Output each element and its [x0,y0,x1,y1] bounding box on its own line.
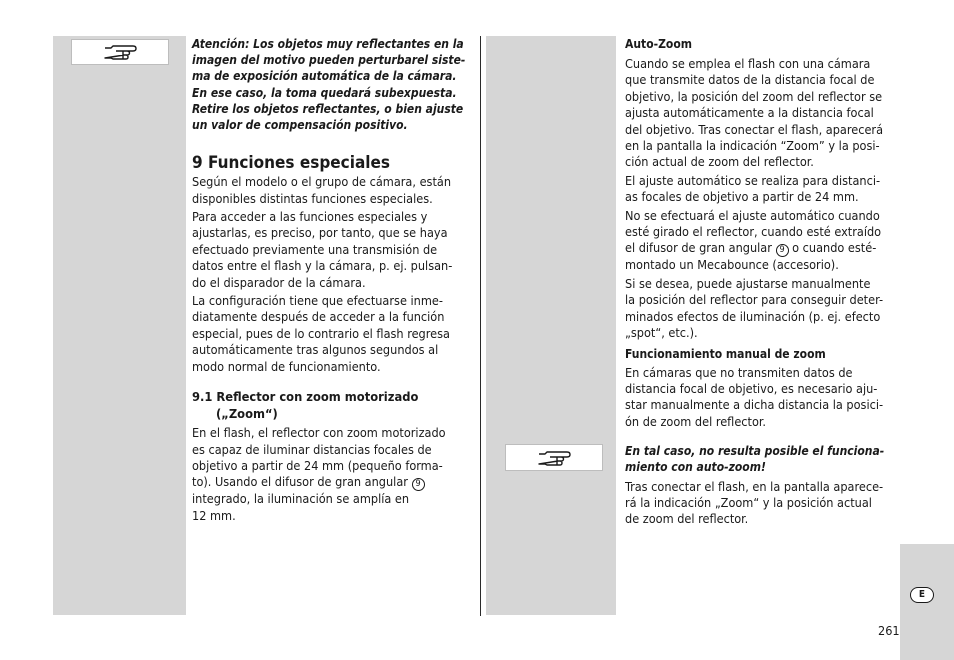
page-number: 261 [878,623,900,638]
paragraph: Según el modelo o el grupo de cámara, están disponibles distintas funciones especiales. [192,174,452,206]
warning-note: Atención: Los objetos muy reflectantes en la imagen del motivo pueden perturbarel siste- ma de exposición automática de la cámara. En ese caso, la toma quedará subexpuesta. Retire los objetos reflectantes, o bien ajuste un valor de compensación positivo. [192,37,466,133]
paragraph: El ajuste automático se realiza para distanci- as focales de objetivo a partir de 24 mm. [625,172,881,205]
paragraph: La configuración tiene que efectuarse inme- diatamente después de acceder a la función especial, pues de lo contrario el flash regresa automáticamente tras algunos segundos al modo normal de funcionamiento. [192,293,450,374]
right-column [625,36,901,528]
pointing-hand-icon [536,449,572,467]
paragraph: Si se desea, puede ajustarse manualmente la posición del reflector para conseguir deter- minados efectos de iluminación (p. ej. efecto „spot“, etc.). [625,275,884,341]
paragraph: Para acceder a las funciones especiales y ajustarlas, es preciso, por tanto, que se haya efectuado previamente una transmisión de datos entre el flash y la cámara, p. ej. pulsan- do el disparador de la cámara. [192,209,453,290]
column-divider [480,36,481,616]
item-reference-badge: 9 [776,244,789,257]
warning-note: En tal caso, no resulta posible el funciona- miento con auto-zoom! [625,444,885,475]
auto-zoom-heading: Auto-Zoom [625,37,693,51]
paragraph: En cámaras que no transmiten datos de distancia focal de objetivo, es necesario aju- star manualmente a dicha distancia la posici- ón de zoom del reflector. [625,364,884,429]
section-heading: 9 Funciones especiales [192,153,390,174]
subsection-heading: 9.1 Reflector con zoom motorizado („Zoom“) [192,390,419,423]
paragraph: No se efectuará el ajuste automático cuando esté girado el reflector, cuando esté extraído el difusor de gran angular 9 o cuando esté- montado un Mecabounce (accesorio). [625,207,882,273]
language-badge: E [910,587,934,603]
note-icon-box-left [71,39,169,65]
note-icon-box-right [505,444,603,471]
middle-margin-bar [486,36,616,615]
pointing-hand-icon [102,43,138,61]
paragraph: Tras conectar el flash, en la pantalla aparece- rá la indicación „Zoom“ y la posición actual de zoom del reflector. [625,478,884,527]
left-column [192,36,476,524]
item-reference-badge: 9 [412,478,425,491]
left-margin-bar [53,36,186,615]
manual-zoom-heading: Funcionamiento manual de zoom [625,346,826,361]
paragraph: Cuando se emplea el flash con una cámara que transmite datos de la distancia focal de objetivo, la posición del zoom del reflector se ajusta automáticamente a la distancia focal del objetivo. Tras conectar el flash, aparecerá en la pantalla la indicación “Zoom” y la posi- ción actual de zoom del reflector. [625,56,884,170]
paragraph: En el flash, el reflector con zoom motorizado es capaz de iluminar distancias focales de objetivo a partir de 24 mm (pequeño forma- to). Usando el difusor de gran angular 9 integrado, la iluminación se amplía en 12 mm. [192,425,446,523]
